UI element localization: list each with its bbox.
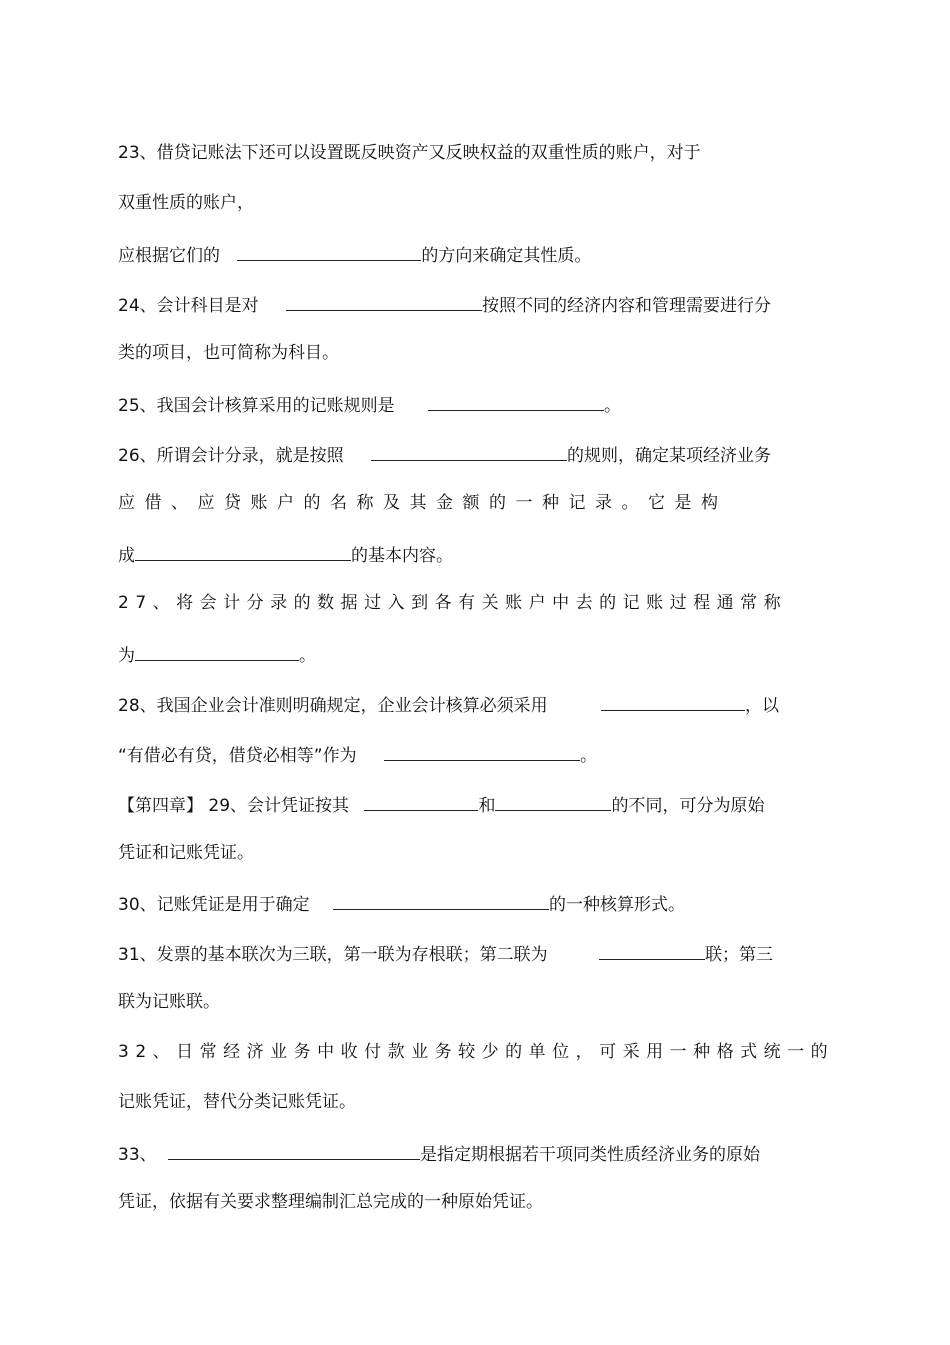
q29-line-2: 凭证和记账凭证。 <box>118 843 254 863</box>
q31-line-2: 联为记账联。 <box>118 992 220 1012</box>
answer-blank[interactable] <box>495 792 611 811</box>
q27-line-2: 为 。 <box>118 642 316 667</box>
q33-line-2: 凭证，依据有关要求整理编制汇总完成的一种原始凭证。 <box>118 1192 543 1212</box>
answer-blank[interactable] <box>168 1141 420 1160</box>
q26-line-3: 成 的基本内容。 <box>118 542 453 567</box>
q32-line-1: 32、日常经济业务中收付款业务较少的单位，可采用一种格式统一的 <box>118 1042 835 1062</box>
answer-blank[interactable] <box>364 792 478 811</box>
q27-line-1: 27、将会计分录的数据过入到各有关账户中去的记账过程通常称 <box>118 593 788 613</box>
q32-line-2: 记账凭证，替代分类记账凭证。 <box>118 1092 356 1112</box>
q29-line-1: 【第四章】 29、会计凭证按其 和 的不同，可分为原始 <box>118 792 764 817</box>
q26-line-2: 应借、应贷账户的名称及其金额的一种记录。它是构 <box>118 493 728 513</box>
q28-line-1: 28、我国企业会计准则明确规定，企业会计核算必须采用 ，以 <box>118 692 779 717</box>
answer-blank[interactable] <box>599 941 705 960</box>
q30-line-1: 30、记账凭证是用于确定 的一种核算形式。 <box>118 891 685 916</box>
q24-line-1: 24、会计科目是对 按照不同的经济内容和管理需要进行分 <box>118 292 771 317</box>
answer-blank[interactable] <box>135 542 351 561</box>
q26-line-1: 26、所谓会计分录，就是按照 的规则，确定某项经济业务 <box>118 442 771 467</box>
q33-line-1: 33、 是指定期根据若干项同类性质经济业务的原始 <box>118 1141 760 1166</box>
q31-line-1: 31、发票的基本联次为三联，第一联为存根联；第二联为 联；第三 <box>118 941 773 966</box>
answer-blank[interactable] <box>371 442 567 461</box>
answer-blank[interactable] <box>428 392 604 411</box>
q24-line-2: 类的项目，也可简称为科目。 <box>118 343 339 363</box>
answer-blank[interactable] <box>333 891 549 910</box>
q23-line-2: 双重性质的账户， <box>118 193 254 213</box>
answer-blank[interactable] <box>601 692 745 711</box>
answer-blank[interactable] <box>384 742 580 761</box>
q23-line-1: 23、借贷记账法下还可以设置既反映资产又反映权益的双重性质的账户，对于 <box>118 143 701 163</box>
answer-blank[interactable] <box>286 292 482 311</box>
chapter-heading: 【第四章】 <box>118 796 203 816</box>
q25-line-1: 25、我国会计核算采用的记账规则是 。 <box>118 392 621 417</box>
answer-blank[interactable] <box>237 242 421 261</box>
q23-line-3: 应根据它们的 的方向来确定其性质。 <box>118 242 591 267</box>
answer-blank[interactable] <box>135 642 299 661</box>
q28-line-2: “有借必有贷，借贷必相等”作为 。 <box>118 742 597 767</box>
